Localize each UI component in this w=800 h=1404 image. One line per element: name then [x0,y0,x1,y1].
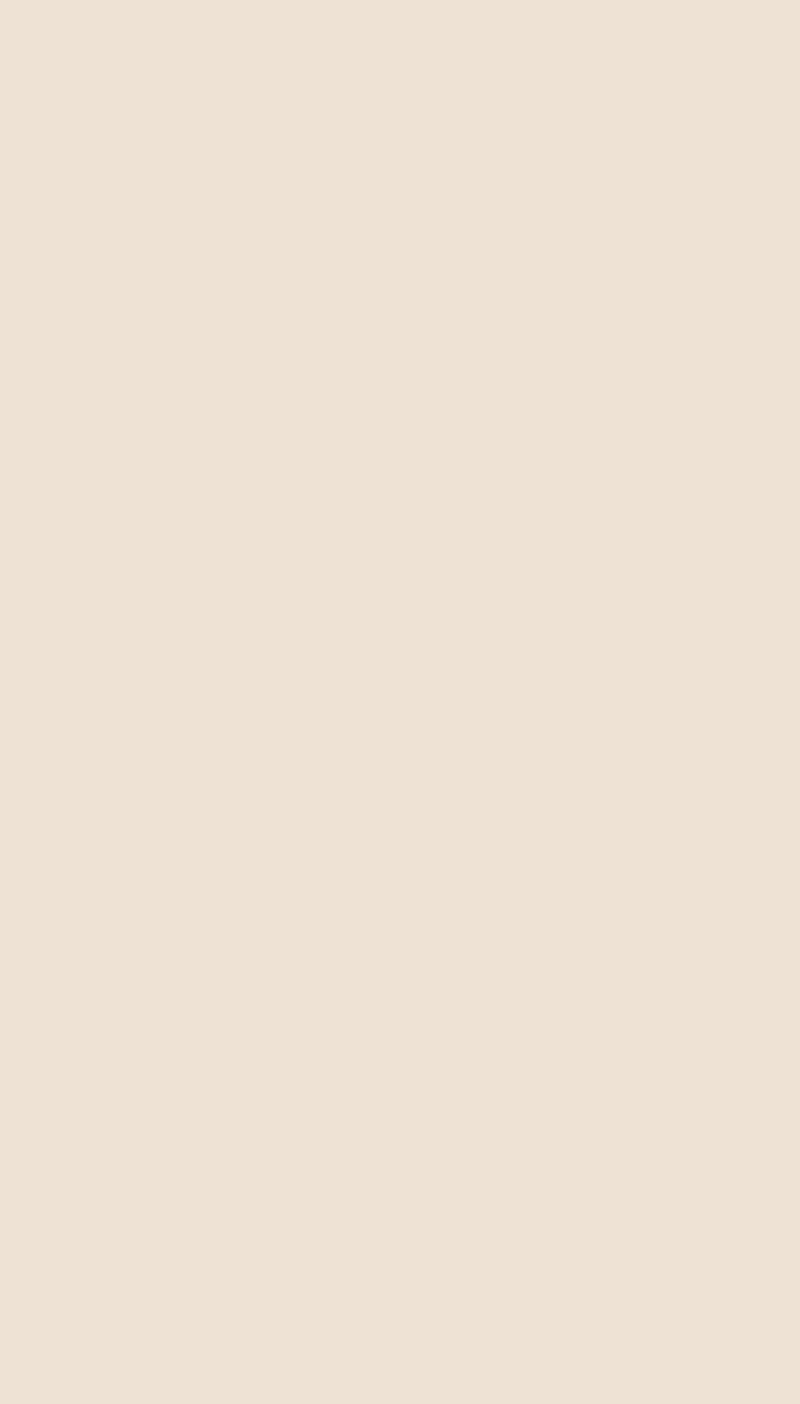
running-header [113,92,777,122]
